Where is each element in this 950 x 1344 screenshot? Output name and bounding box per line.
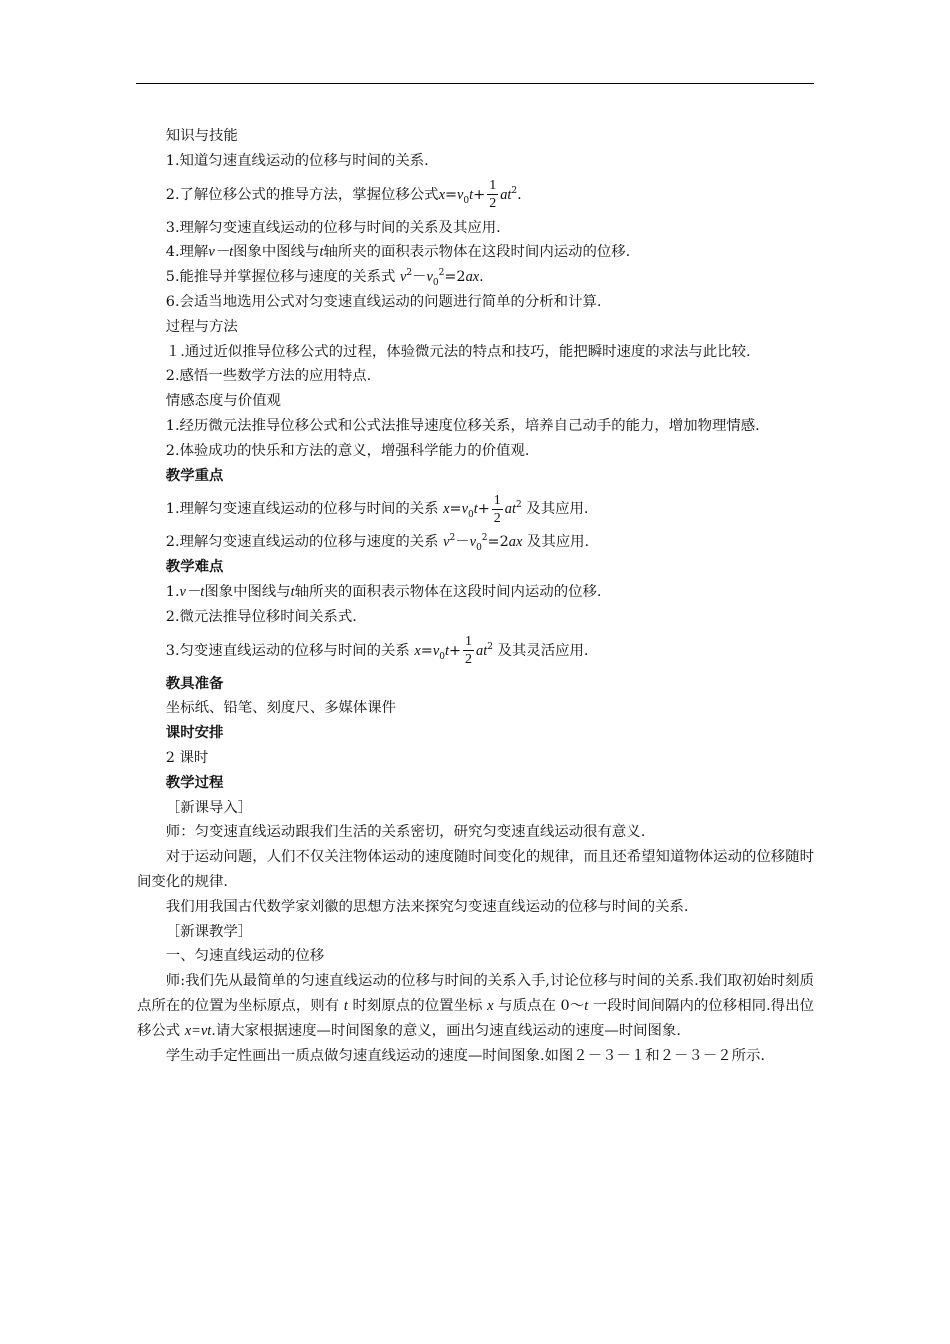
process-item-2: 2.感悟一些数学方法的应用特点. [165, 368, 372, 385]
heading-attitude: 情感态度与价值观 [165, 393, 281, 410]
intro-paragraph-3: 我们用我国古代数学家刘徽的思想方法来探究匀变速直线运动的位移与时间的关系. [165, 898, 689, 915]
intro-label: ［新课导入］ [165, 799, 253, 816]
heading-difficulties: 教学难点 [165, 558, 224, 576]
heading-knowledge: 知识与技能 [165, 128, 238, 144]
key-point-1: 1.理解匀变速直线运动的位移与时间的关系 $x=v_0t+$ $\frac{1}{2}$ $at^2$ 及其应用. [165, 492, 589, 526]
heading-key-points: 教学重点 [165, 466, 224, 484]
subsection-uniform-motion: 一、匀速直线运动的位移 [165, 948, 325, 965]
intro-paragraph-2: 对于运动问题，人们不仅关注物体运动的速度随时间变化的规律，而且还希望知道物体运动的位移随时间变化的规律. [137, 849, 814, 890]
header-rule [136, 83, 814, 84]
difficulty-2: 2.微元法推导位移时间关系式. [165, 608, 357, 625]
fraction-half: $\frac{1}{2}$ [493, 492, 501, 526]
student-paragraph: 学生动手定性画出一质点做匀速直线运动的速度—时间图象.如图２－３－１和２－３－２所示. [165, 1047, 765, 1064]
tools-text: 坐标纸、铅笔、刻度尺、多媒体课件 [165, 700, 397, 717]
key-point-2: 2.理解匀变速直线运动的位移与速度的关系 $v^2-v_0^2=2ax$ 及其应用. [165, 533, 590, 554]
knowledge-item-2: 2.了解位移公式的推导方法，掌握位移公式$x=v_0t+$ $\frac{1}{2}$ $at^2$. [165, 178, 522, 212]
knowledge-item-4: 4.理解v－t图象中图线与t轴所夹的面积表示物体在这段时间内运动的位移. [165, 244, 631, 261]
fraction-half: $\frac{1}{2}$ [489, 178, 497, 212]
process-item-1: １.通过近似推导位移公式的过程，体验微元法的特点和技巧，能把瞬时速度的求法与此比较. [165, 343, 751, 360]
teacher-paragraph: 师:我们先从最简单的匀速直线运动的位移与时间的关系入手,讨论位移与时间的关系.我们取初始时刻质点所在的位置为坐标原点，则有 t 时刻原点的位置坐标 x 与质点在 0～t 一段时间间隔内的位移相同.得出位移公式 x=vt.请大家根据速度—时间图象的意义，画出匀速直线运动的速度—时间图象. [137, 973, 815, 1039]
knowledge-item-5: 5.能推导并掌握位移与速度的关系式 $v^2-v_0^2=2ax$. [165, 268, 484, 289]
attitude-item-1: 1.经历微元法推导位移公式和公式法推导速度位移关系，培养自己动手的能力，增加物理情感. [165, 417, 760, 434]
attitude-item-2: 2.体验成功的快乐和方法的意义，增强科学能力的价值观. [165, 442, 530, 459]
heading-tools: 教具准备 [165, 674, 224, 692]
heading-schedule: 课时安排 [165, 724, 224, 742]
difficulty-3: 3.匀变速直线运动的位移与时间的关系 $x=v_0t+$ $\frac{1}{2}$ $at^2$ 及其灵活应用. [165, 634, 589, 668]
difficulty-1: 1.v－t图象中图线与t轴所夹的面积表示物体在这段时间内运动的位移. [165, 583, 602, 600]
knowledge-item-6: 6.会适当地选用公式对匀变速直线运动的问题进行简单的分析和计算. [165, 293, 602, 310]
teach-label: ［新课教学］ [165, 923, 253, 940]
fraction-half: $\frac{1}{2}$ [465, 634, 472, 668]
document-body [137, 124, 814, 1068]
intro-paragraph-1: 师：匀变速直线运动跟我们生活的关系密切，研究匀变速直线运动很有意义. [165, 824, 646, 841]
heading-teaching-process: 教学过程 [165, 773, 224, 791]
heading-process: 过程与方法 [165, 318, 238, 335]
knowledge-item-1: 1.知道匀速直线运动的位移与时间的关系. [165, 152, 429, 169]
schedule-text: 2 课时 [165, 749, 209, 766]
knowledge-item-3: 3.理解匀变速直线运动的位移与时间的关系及其应用. [165, 219, 501, 236]
